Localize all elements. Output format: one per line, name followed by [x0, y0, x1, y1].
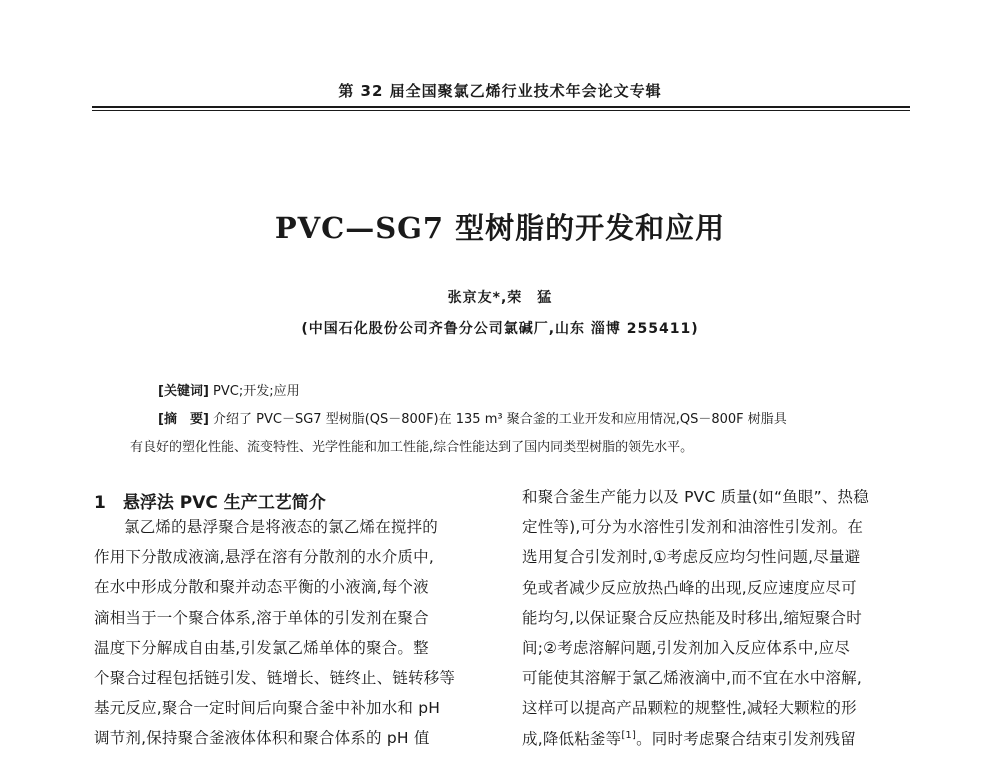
text-line: 基元反应,聚合一定时间后向聚合釜中补加水和 pH [94, 699, 441, 718]
text-line: 可能使其溶解于氯乙烯液滴中,而不宜在水中溶解, [522, 669, 862, 688]
text-line: 间;②考虑溶解问题,引发剂加入反应体系中,应尽 [522, 638, 851, 657]
keywords [158, 380, 300, 399]
text-line: 作用下分散成液滴,悬浮在溶有分散剂的水介质中, [94, 548, 434, 567]
running-header: 第 32 届全国聚氯乙烯行业技术年会论文专辑 [338, 82, 662, 100]
right-column [522, 482, 920, 754]
text-line: 能均匀,以保证聚合反应热能及时移出,缩短聚合时 [522, 608, 862, 627]
text-line: 在水中形成分散和聚并动态平衡的小液滴,每个液 [94, 578, 429, 597]
text-line: 温度下分解成自由基,引发氯乙烯单体的聚合。整 [94, 638, 429, 657]
text-line: 这样可以提高产品颗粒的规整性,减轻大颗粒的形 [522, 699, 857, 718]
header-rule-thin [92, 110, 910, 111]
abstract-label: [摘 要] [158, 412, 209, 427]
affiliation: (中国石化股份公司齐鲁分公司氯碱厂,山东 淄博 255411) [301, 321, 699, 337]
text-line: 免或者减少反应放热凸峰的出现,反应速度应尽可 [522, 578, 857, 597]
text-line: 滴相当于一个聚合体系,溶于单体的引发剂在聚合 [94, 608, 429, 627]
keywords-text: PVC;开发;应用 [213, 384, 300, 399]
left-column [94, 512, 492, 754]
text-line: 和聚合釜生产能力以及 PVC 质量(如“鱼眼”、热稳 [522, 488, 869, 506]
paper-title: PVC—SG7 型树脂的开发和应用 [274, 211, 726, 245]
section-heading: 1 悬浮法 PVC 生产工艺简介 [94, 493, 326, 513]
text-line-last [522, 724, 920, 754]
text-fragment: 。同时考虑聚合结束引发剂残留 [636, 729, 856, 748]
text-line: 个聚合过程包括链引发、链增长、链终止、链转移等 [94, 668, 456, 687]
keywords-label: [关键词] [158, 384, 209, 399]
abstract-text-1: 介绍了 PVC－SG7 型树脂(QS－800F)在 135 m³ 聚合釜的工业开发和应用情况,QS－800F 树脂具 [213, 412, 787, 427]
text-line: 氯乙烯的悬浮聚合是将液态的氯乙烯在搅拌的 [124, 518, 439, 536]
header-rule [92, 106, 910, 108]
abstract-line-2: 有良好的塑化性能、流变特性、光学性能和加工性能,综合性能达到了国内同类型树脂的领先水平。 [130, 440, 694, 455]
authors: 张京友*,荣 猛 [447, 290, 553, 306]
text-line: 调节剂,保持聚合釜液体体积和聚合体系的 pH 值 [94, 729, 430, 748]
text-line: 选用复合引发剂时,①考虑反应均匀性问题,尽量避 [522, 548, 861, 567]
text-fragment: 成,降低粘釜等 [522, 729, 622, 748]
text-line: 定性等),可分为水溶性引发剂和油溶性引发剂。在 [522, 518, 864, 537]
citation-ref[interactable]: [1] [621, 729, 637, 741]
abstract-line-1 [158, 408, 918, 427]
